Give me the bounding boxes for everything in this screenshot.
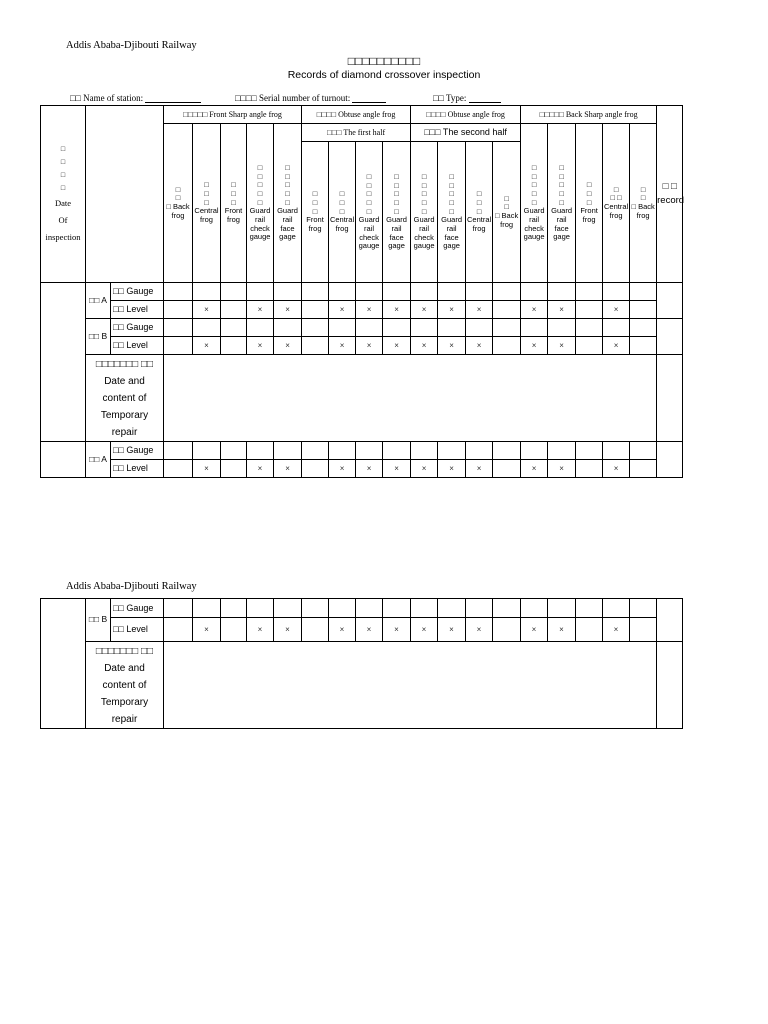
not-applicable-mark[interactable]: ×	[247, 618, 274, 642]
data-cell[interactable]	[329, 442, 356, 460]
data-cell[interactable]	[164, 599, 193, 618]
data-cell[interactable]	[630, 618, 657, 642]
station-input-line[interactable]	[145, 93, 201, 103]
col-header: □ □ □ Central frog	[466, 142, 493, 283]
data-cell[interactable]	[603, 599, 630, 618]
data-cell[interactable]	[603, 319, 630, 337]
not-applicable-mark[interactable]: ×	[329, 337, 356, 355]
obtuse-angle-frog-header-2: □□□□ Obtuse angle frog	[411, 106, 521, 124]
record-header: □ □ record	[657, 106, 683, 283]
data-cell[interactable]	[411, 319, 438, 337]
data-cell[interactable]	[329, 599, 356, 618]
not-applicable-mark[interactable]: ×	[356, 337, 383, 355]
data-cell[interactable]	[247, 599, 274, 618]
record-cell[interactable]	[657, 599, 683, 642]
data-cell[interactable]	[521, 442, 548, 460]
col-header: □ □ □ Central frog	[603, 124, 630, 283]
not-applicable-mark[interactable]: ×	[274, 618, 302, 642]
col-header: □ □ □ Back frog	[164, 124, 193, 283]
rail-a-label: □□ A	[86, 283, 111, 319]
data-cell[interactable]	[493, 319, 521, 337]
corner-cell	[86, 106, 164, 283]
temporary-repair-content[interactable]	[164, 355, 657, 442]
col-header: □ □ □ □ □ Guard rail face gage	[548, 124, 576, 283]
data-cell[interactable]	[302, 599, 329, 618]
col-header: □ □ □ Front frog	[576, 124, 603, 283]
type-field	[433, 93, 501, 103]
temporary-repair-content[interactable]	[164, 642, 657, 729]
data-cell[interactable]	[438, 283, 466, 301]
not-applicable-mark[interactable]: ×	[438, 460, 466, 478]
organization-name-page2: Addis Ababa-Djibouti Railway	[66, 581, 197, 592]
not-applicable-mark[interactable]: ×	[521, 337, 548, 355]
data-cell[interactable]	[383, 283, 411, 301]
data-cell[interactable]	[466, 599, 493, 618]
not-applicable-mark[interactable]: ×	[548, 301, 576, 319]
date-of-inspection-header	[41, 106, 86, 283]
data-cell[interactable]	[411, 599, 438, 618]
serial-input-line[interactable]	[352, 93, 386, 103]
temporary-repair-label: □□□□□□□ □□ Date and content of Temporary repair	[86, 355, 164, 442]
data-cell[interactable]	[356, 442, 383, 460]
station-label: □□ Name of station:	[70, 93, 144, 103]
organization-name: Addis Ababa-Djibouti Railway	[66, 40, 197, 51]
data-cell[interactable]	[466, 442, 493, 460]
col-header: □ □ □ Central frog	[193, 124, 221, 283]
gauge-label: □□ Gauge	[111, 283, 164, 301]
not-applicable-mark[interactable]: ×	[603, 618, 630, 642]
col-header: □ □ □ Front frog	[302, 142, 329, 283]
data-cell[interactable]	[164, 618, 193, 642]
not-applicable-mark[interactable]: ×	[548, 337, 576, 355]
data-cell[interactable]	[193, 319, 221, 337]
rail-b-label: □□ B	[86, 319, 111, 355]
record-cell[interactable]	[657, 355, 683, 442]
not-applicable-mark[interactable]: ×	[383, 301, 411, 319]
data-cell[interactable]	[164, 460, 193, 478]
data-cell[interactable]	[521, 283, 548, 301]
data-cell[interactable]	[193, 599, 221, 618]
col-header: □ □ □ Back frog	[493, 142, 521, 283]
data-cell[interactable]	[466, 283, 493, 301]
data-cell[interactable]	[603, 442, 630, 460]
col-header: □ □ □ Front frog	[221, 124, 247, 283]
data-cell[interactable]	[221, 319, 247, 337]
title-chinese: □□□□□□□□□□	[347, 54, 421, 68]
data-cell[interactable]	[493, 283, 521, 301]
data-cell[interactable]	[383, 599, 411, 618]
col-header: □ □ □ □ □ Guard rail face gage	[383, 142, 411, 283]
record-cell[interactable]	[657, 319, 683, 355]
record-cell[interactable]	[657, 642, 683, 729]
not-applicable-mark[interactable]: ×	[383, 460, 411, 478]
col-header: □ □ □ □ □ Guard rail face gage	[274, 124, 302, 283]
data-cell[interactable]	[493, 442, 521, 460]
level-label: □□ Level	[111, 301, 164, 319]
rail-a-label: □□ A	[86, 442, 111, 478]
inspection-table-page2	[40, 598, 683, 729]
col-header: □ □ □ □ □ Guard rail check gauge	[247, 124, 274, 283]
data-cell[interactable]	[247, 319, 274, 337]
data-cell[interactable]	[630, 301, 657, 319]
page-title: Records of diamond crossover inspection	[287, 69, 481, 81]
not-applicable-mark[interactable]: ×	[356, 460, 383, 478]
data-cell[interactable]	[411, 442, 438, 460]
data-cell[interactable]	[438, 319, 466, 337]
level-label: □□ Level	[111, 618, 164, 642]
data-cell[interactable]	[383, 442, 411, 460]
data-cell[interactable]	[356, 599, 383, 618]
inspection-date-cell[interactable]	[41, 599, 86, 729]
data-cell[interactable]	[603, 283, 630, 301]
not-applicable-mark[interactable]: ×	[411, 337, 438, 355]
station-field	[70, 93, 201, 103]
data-cell[interactable]	[466, 319, 493, 337]
data-cell[interactable]	[164, 442, 193, 460]
gauge-label: □□ Gauge	[111, 319, 164, 337]
data-cell[interactable]	[576, 319, 603, 337]
data-cell[interactable]	[302, 337, 329, 355]
not-applicable-mark[interactable]: ×	[383, 618, 411, 642]
data-cell[interactable]	[576, 599, 603, 618]
data-cell[interactable]	[247, 442, 274, 460]
data-cell[interactable]	[302, 460, 329, 478]
data-cell[interactable]	[221, 337, 247, 355]
data-cell[interactable]	[493, 337, 521, 355]
data-cell[interactable]	[493, 618, 521, 642]
data-cell[interactable]	[521, 599, 548, 618]
data-cell[interactable]	[302, 283, 329, 301]
not-applicable-mark[interactable]: ×	[521, 460, 548, 478]
rail-b-label: □□ B	[86, 599, 111, 642]
data-cell[interactable]	[576, 337, 603, 355]
not-applicable-mark[interactable]: ×	[247, 337, 274, 355]
data-cell[interactable]	[356, 283, 383, 301]
data-cell[interactable]	[247, 283, 274, 301]
not-applicable-mark[interactable]: ×	[411, 618, 438, 642]
second-half-header: □□□ The second half	[411, 124, 521, 142]
data-cell[interactable]	[438, 442, 466, 460]
not-applicable-mark[interactable]: ×	[411, 460, 438, 478]
serial-field	[235, 93, 386, 103]
data-cell[interactable]	[630, 599, 657, 618]
not-applicable-mark[interactable]: ×	[411, 301, 438, 319]
data-cell[interactable]	[164, 283, 193, 301]
data-cell[interactable]	[548, 442, 576, 460]
inspection-date-cell[interactable]	[41, 442, 86, 478]
data-cell[interactable]	[221, 283, 247, 301]
not-applicable-mark[interactable]: ×	[466, 460, 493, 478]
data-cell[interactable]	[438, 599, 466, 618]
data-cell[interactable]	[164, 337, 193, 355]
not-applicable-mark[interactable]: ×	[329, 460, 356, 478]
type-label: □□ Type:	[433, 93, 467, 103]
not-applicable-mark[interactable]: ×	[548, 618, 576, 642]
not-applicable-mark[interactable]: ×	[383, 337, 411, 355]
data-cell[interactable]	[493, 301, 521, 319]
not-applicable-mark[interactable]: ×	[438, 337, 466, 355]
data-cell[interactable]	[548, 283, 576, 301]
not-applicable-mark[interactable]: ×	[438, 618, 466, 642]
serial-label: □□□□ Serial number of turnout:	[235, 93, 351, 103]
data-cell[interactable]	[383, 319, 411, 337]
not-applicable-mark[interactable]: ×	[548, 460, 576, 478]
not-applicable-mark[interactable]: ×	[466, 301, 493, 319]
inspection-table	[40, 105, 683, 478]
obtuse-angle-frog-header-1: □□□□ Obtuse angle frog	[302, 106, 411, 124]
not-applicable-mark[interactable]: ×	[521, 618, 548, 642]
data-cell[interactable]	[630, 283, 657, 301]
data-cell[interactable]	[329, 283, 356, 301]
data-cell[interactable]	[221, 442, 247, 460]
data-cell[interactable]	[411, 283, 438, 301]
data-cell[interactable]	[302, 618, 329, 642]
not-applicable-mark[interactable]: ×	[603, 337, 630, 355]
col-header: □ □ □ □ □ Guard rail check gauge	[356, 142, 383, 283]
data-cell[interactable]	[221, 618, 247, 642]
data-cell[interactable]	[576, 460, 603, 478]
level-label: □□ Level	[111, 337, 164, 355]
data-cell[interactable]	[302, 301, 329, 319]
data-cell[interactable]	[302, 319, 329, 337]
col-header: □ □ □ □ □ Guard rail face gage	[438, 142, 466, 283]
data-cell[interactable]	[193, 442, 221, 460]
not-applicable-mark[interactable]: ×	[274, 337, 302, 355]
data-cell[interactable]	[548, 319, 576, 337]
not-applicable-mark[interactable]: ×	[274, 301, 302, 319]
gauge-label: □□ Gauge	[111, 599, 164, 618]
data-cell[interactable]	[576, 618, 603, 642]
data-cell[interactable]	[274, 319, 302, 337]
not-applicable-mark[interactable]: ×	[329, 301, 356, 319]
data-cell[interactable]	[576, 283, 603, 301]
not-applicable-mark[interactable]: ×	[521, 301, 548, 319]
type-input-line[interactable]	[469, 93, 501, 103]
data-cell[interactable]	[493, 599, 521, 618]
not-applicable-mark[interactable]: ×	[466, 337, 493, 355]
not-applicable-mark[interactable]: ×	[329, 618, 356, 642]
data-cell[interactable]	[302, 442, 329, 460]
data-cell[interactable]	[221, 599, 247, 618]
not-applicable-mark[interactable]: ×	[356, 618, 383, 642]
not-applicable-mark[interactable]: ×	[466, 618, 493, 642]
data-cell[interactable]	[630, 460, 657, 478]
col-header: □ □ □ Back frog	[630, 124, 657, 283]
data-cell[interactable]	[274, 442, 302, 460]
data-cell[interactable]	[493, 460, 521, 478]
not-applicable-mark[interactable]: ×	[193, 618, 221, 642]
front-sharp-angle-frog-header: □□□□□ Front Sharp angle frog	[164, 106, 302, 124]
date-header-cn: □ □ □ □	[60, 144, 66, 192]
date-header-en: Date Of inspection	[45, 197, 81, 242]
data-cell[interactable]	[630, 319, 657, 337]
col-header: □ □ □ □ □ Guard rail check gauge	[521, 124, 548, 283]
data-cell[interactable]	[329, 319, 356, 337]
data-cell[interactable]	[630, 442, 657, 460]
data-cell[interactable]	[164, 319, 193, 337]
data-cell[interactable]	[221, 460, 247, 478]
data-cell[interactable]	[576, 442, 603, 460]
not-applicable-mark[interactable]: ×	[603, 301, 630, 319]
data-cell[interactable]	[274, 283, 302, 301]
not-applicable-mark[interactable]: ×	[247, 460, 274, 478]
not-applicable-mark[interactable]: ×	[193, 337, 221, 355]
data-cell[interactable]	[164, 301, 193, 319]
not-applicable-mark[interactable]: ×	[193, 460, 221, 478]
data-cell[interactable]	[193, 283, 221, 301]
data-cell[interactable]	[630, 337, 657, 355]
record-cell[interactable]	[657, 283, 683, 319]
not-applicable-mark[interactable]: ×	[438, 301, 466, 319]
data-cell[interactable]	[221, 301, 247, 319]
first-half-header: □□□ The first half	[302, 124, 411, 142]
data-cell[interactable]	[521, 319, 548, 337]
data-cell[interactable]	[548, 599, 576, 618]
col-header: □ □ □ Central frog	[329, 142, 356, 283]
not-applicable-mark[interactable]: ×	[603, 460, 630, 478]
not-applicable-mark[interactable]: ×	[356, 301, 383, 319]
temporary-repair-label: □□□□□□□ □□ Date and content of Temporary repair	[86, 642, 164, 729]
level-label: □□ Level	[111, 460, 164, 478]
not-applicable-mark[interactable]: ×	[193, 301, 221, 319]
gauge-label: □□ Gauge	[111, 442, 164, 460]
data-cell[interactable]	[576, 301, 603, 319]
record-cell[interactable]	[657, 442, 683, 478]
not-applicable-mark[interactable]: ×	[247, 301, 274, 319]
data-cell[interactable]	[356, 319, 383, 337]
col-header: □ □ □ □ □ Guard rail check gauge	[411, 142, 438, 283]
back-sharp-angle-frog-header: □□□□□ Back Sharp angle frog	[521, 106, 657, 124]
not-applicable-mark[interactable]: ×	[274, 460, 302, 478]
data-cell[interactable]	[274, 599, 302, 618]
inspection-date-cell[interactable]	[41, 283, 86, 442]
